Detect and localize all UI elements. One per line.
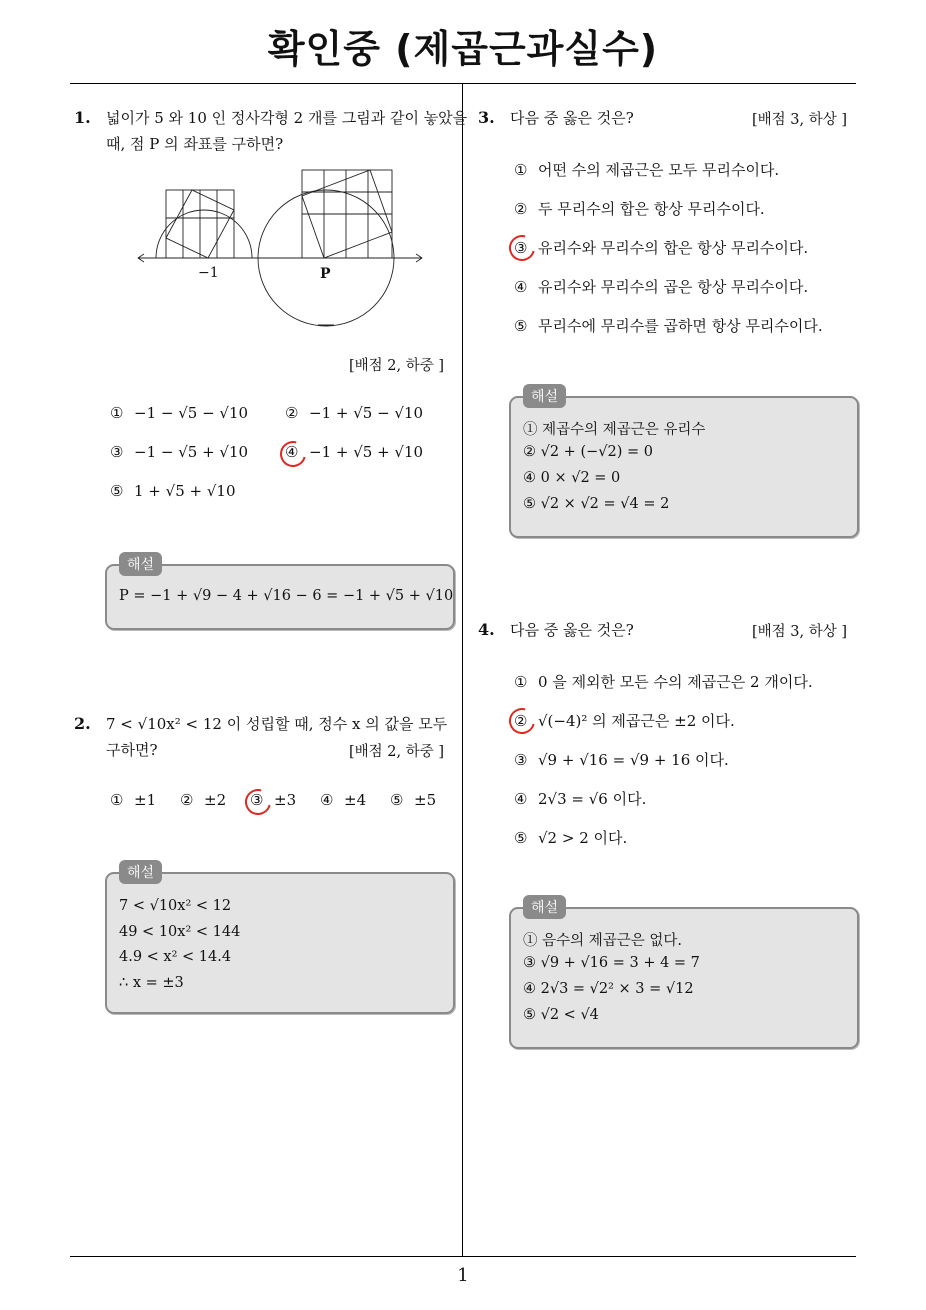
option-text: 두 무리수의 합은 항상 무리수이다.: [538, 200, 765, 218]
solution-line: ④ 0 × √2 = 0: [523, 470, 621, 486]
question-text-line1: 넓이가 5 와 10 인 정사각형 2 개를 그림과 같이 놓았을: [106, 109, 468, 127]
option-text: −1 + √5 − √10: [309, 404, 424, 422]
option-number: ③: [110, 443, 124, 461]
option-number: ④: [320, 791, 334, 809]
option-4[interactable]: [514, 788, 646, 809]
option-3[interactable]: [514, 749, 729, 770]
question-text-line1: 7 < √10x² < 12 이 성립할 때, 정수 x 의 값을 모두: [106, 715, 448, 733]
option-text: 유리수와 무리수의 합은 항상 무리수이다.: [538, 239, 809, 257]
option-text: 1 + √5 + √10: [134, 482, 236, 500]
solution-box: [509, 900, 859, 1049]
option-text: √(−4)² 의 제곱근은 ±2 이다.: [538, 712, 735, 730]
solution-line: 4.9 < x² < 14.4: [119, 949, 232, 965]
solution-line: ① 음수의 제곱근은 없다.: [523, 933, 682, 949]
option-number: ④: [285, 443, 299, 461]
selected-answer-circle: [275, 436, 311, 472]
option-number: ⑤: [390, 791, 404, 809]
option-number: ①: [514, 161, 528, 179]
option-text: −1 + √5 + √10: [309, 443, 424, 461]
option-1[interactable]: [110, 791, 156, 809]
solution-box: [509, 389, 859, 538]
option-number: ④: [514, 278, 528, 296]
solution-tag: 해설: [119, 860, 162, 884]
question-number: 3.: [478, 108, 495, 127]
question-number: 1.: [74, 108, 91, 127]
question-text: 다음 중 옳은 것은?: [510, 621, 634, 639]
footer-rule: [70, 1256, 856, 1257]
option-number: ③: [250, 791, 264, 809]
solution-line: P = −1 + √9 − 4 + √16 − 6 = −1 + √5 + √10: [119, 588, 454, 604]
squares-number-line-figure: [134, 162, 426, 334]
solution-line: ① 제곱수의 제곱근은 유리수: [523, 422, 706, 438]
solution-line: 7 < √10x² < 12: [119, 898, 232, 914]
option-3[interactable]: [110, 443, 248, 461]
option-1[interactable]: [514, 671, 813, 692]
option-text: ±4: [344, 791, 367, 809]
option-text: ±2: [204, 791, 227, 809]
page-title: 확인중 (제곱근과실수): [267, 27, 659, 71]
column-divider: [462, 84, 463, 1256]
option-text: 2√3 = √6 이다.: [538, 790, 647, 808]
option-5[interactable]: [514, 827, 627, 848]
option-number: ③: [514, 239, 528, 257]
selected-answer-circle: [240, 784, 276, 820]
selected-answer-circle: [504, 230, 540, 266]
option-text: 0 을 제외한 모든 수의 제곱근은 2 개이다.: [538, 673, 813, 691]
option-text: √9 + √16 = √9 + 16 이다.: [538, 751, 729, 769]
option-5[interactable]: [110, 482, 236, 500]
option-text: 무리수에 무리수를 곱하면 항상 무리수이다.: [538, 317, 823, 335]
option-number: ⑤: [514, 829, 528, 847]
score-label: [배점 3, 하상 ]: [752, 624, 848, 640]
number-line-label-neg1: −1: [198, 265, 219, 281]
option-number: ①: [110, 404, 124, 422]
solution-line: ⑤ √2 × √2 = √4 = 2: [523, 496, 670, 512]
option-2[interactable]: [285, 404, 423, 422]
option-2[interactable]: [514, 710, 735, 731]
score-label: [배점 2, 하중 ]: [349, 744, 445, 760]
question-text-line2: 때, 점 P 의 좌표를 구하면?: [106, 135, 284, 153]
option-number: ④: [514, 790, 528, 808]
selected-answer-circle: [504, 703, 540, 739]
option-number: ①: [514, 673, 528, 691]
option-number: ⑤: [110, 482, 124, 500]
solution-tag: 해설: [119, 552, 162, 576]
option-text: ±5: [414, 791, 437, 809]
option-number: ⑤: [514, 317, 528, 335]
option-number: ③: [514, 751, 528, 769]
option-text: √2 > 2 이다.: [538, 829, 628, 847]
option-number: ②: [514, 200, 528, 218]
solution-box: [105, 865, 455, 1014]
solution-line: 49 < 10x² < 144: [119, 924, 241, 940]
score-label: [배점 2, 하중 ]: [349, 358, 445, 374]
option-text: −1 − √5 − √10: [134, 404, 249, 422]
solution-line: ② √2 + (−√2) = 0: [523, 444, 653, 460]
solution-tag: 해설: [523, 895, 566, 919]
score-label: [배점 3, 하상 ]: [752, 112, 848, 128]
option-5[interactable]: [514, 315, 823, 336]
option-3[interactable]: [514, 237, 808, 258]
option-4[interactable]: [320, 791, 366, 809]
question-number: 2.: [74, 714, 91, 733]
solution-line: ③ √9 + √16 = 3 + 4 = 7: [523, 955, 700, 971]
option-1[interactable]: [514, 159, 779, 180]
solution-line: ∴ x = ±3: [119, 975, 184, 991]
option-1[interactable]: [110, 404, 248, 422]
option-4[interactable]: [514, 276, 808, 297]
option-2[interactable]: [180, 791, 226, 809]
option-5[interactable]: [390, 791, 436, 809]
option-number: ②: [285, 404, 299, 422]
header-rule: [70, 83, 856, 84]
option-text: ±3: [274, 791, 297, 809]
option-text: −1 − √5 + √10: [134, 443, 249, 461]
question-number: 4.: [478, 620, 495, 639]
option-text: ±1: [134, 791, 157, 809]
solution-tag: 해설: [523, 384, 566, 408]
page-number: 1: [457, 1265, 469, 1286]
question-text: 다음 중 옳은 것은?: [510, 109, 634, 127]
option-number: ②: [514, 712, 528, 730]
option-2[interactable]: [514, 198, 765, 219]
question-text-line2: 구하면?: [106, 741, 158, 759]
solution-line: ⑤ √2 < √4: [523, 1007, 599, 1023]
option-text: 유리수와 무리수의 곱은 항상 무리수이다.: [538, 278, 809, 296]
solution-box: [105, 557, 455, 630]
option-number: ①: [110, 791, 124, 809]
point-p-label: P: [320, 266, 331, 282]
option-text: 어떤 수의 제곱근은 모두 무리수이다.: [538, 161, 780, 179]
option-number: ②: [180, 791, 194, 809]
solution-line: ④ 2√3 = √2² × 3 = √12: [523, 981, 694, 997]
